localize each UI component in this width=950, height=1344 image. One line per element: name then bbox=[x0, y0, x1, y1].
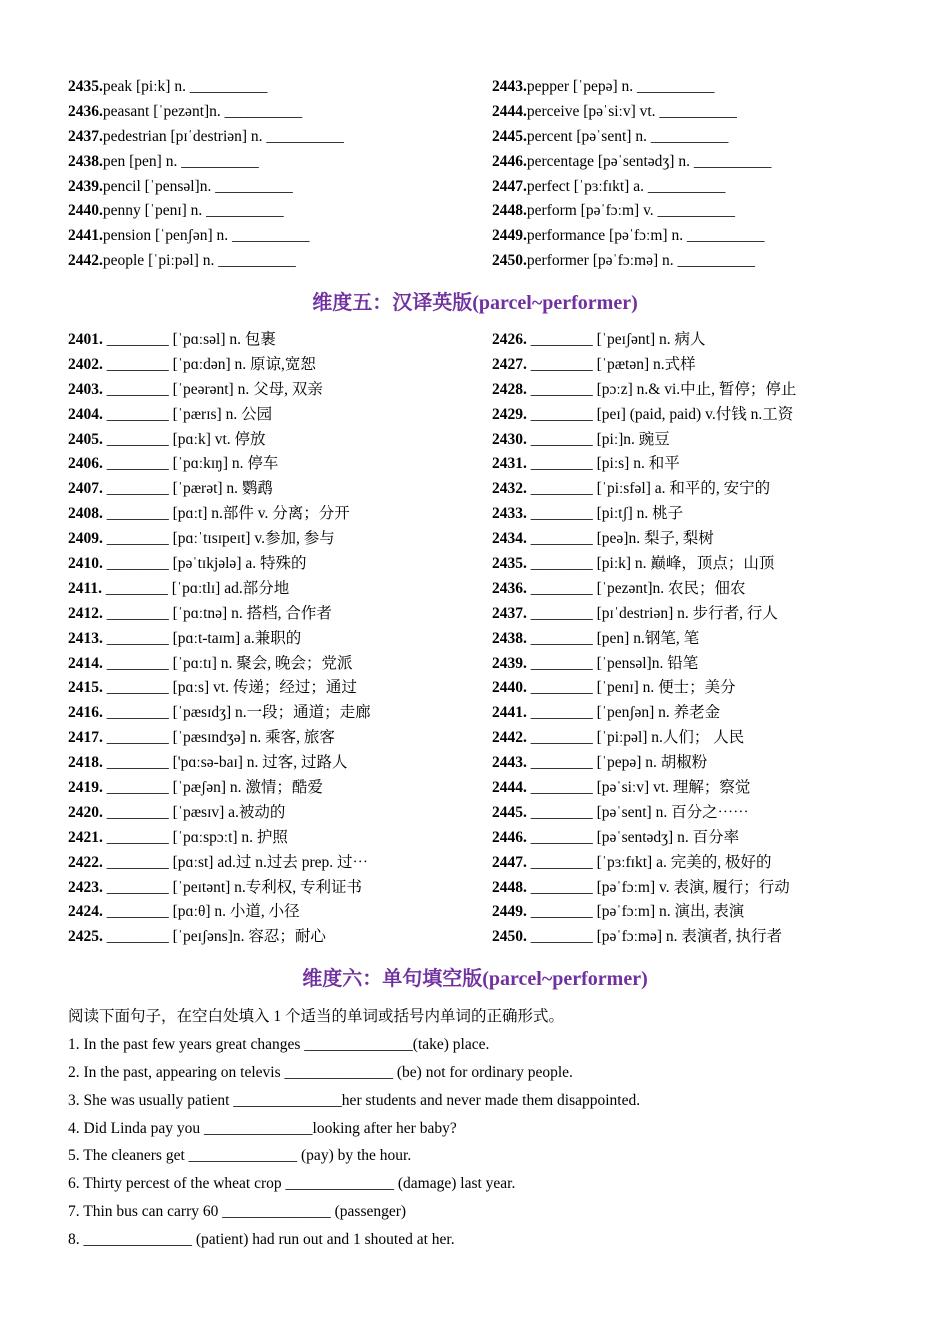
word-entry: 2410. ________ [pəˈtɪkjələ] a. 特殊的 bbox=[68, 555, 307, 573]
word-entry: 2448.perform [pəˈfɔːm] v. __________ bbox=[492, 202, 736, 220]
word-entry: 2407. ________ [ˈpærət] n. 鹦鹉 bbox=[68, 480, 273, 498]
exercise-sentence: 6. Thirty percest of the wheat crop ______________ (damage) last year. bbox=[68, 1175, 516, 1193]
word-entry: 2440. ________ [ˈpenɪ] n. 便士；美分 bbox=[492, 679, 736, 697]
word-entry: 2415. ________ [pɑːs] vt. 传递；经过；通过 bbox=[68, 679, 357, 697]
instruction-text: 阅读下面句子，在空白处填入 1 个适当的单词或括号内单词的正确形式。 bbox=[68, 1008, 565, 1025]
word-entry: 2419. ________ [ˈpæʃən] n. 激情；酷爱 bbox=[68, 779, 323, 797]
word-entry: 2406. ________ [ˈpɑːkɪŋ] n. 停车 bbox=[68, 455, 279, 473]
word-list-cn-en bbox=[68, 328, 898, 950]
word-entry: 2421. ________ [ˈpɑːspɔːt] n. 护照 bbox=[68, 828, 288, 846]
word-column-left bbox=[68, 328, 492, 950]
word-entry: 2414. ________ [ˈpɑːtɪ] n. 聚会, 晚会；党派 bbox=[68, 654, 353, 672]
word-entry: 2444. ________ [pəˈsiːv] vt. 理解；察觉 bbox=[492, 779, 751, 797]
word-entry: 2431. ________ [piːs] n. 和平 bbox=[492, 455, 680, 473]
word-entry: 2449.performance [pəˈfɔːm] n. __________ bbox=[492, 227, 765, 245]
word-entry: 2412. ________ [ˈpɑːtnə] n. 搭档, 合作者 bbox=[68, 604, 332, 622]
word-entry: 2429. ________ [peɪ] (paid, paid) v.付钱 n.工资 bbox=[492, 405, 794, 423]
word-entry: 2439. ________ [ˈpensəl]n. 铅笔 bbox=[492, 654, 699, 672]
word-entry: 2422. ________ [pɑːst] ad.过 n.过去 prep. 过⋯ bbox=[68, 853, 368, 871]
word-entry: 2428. ________ [pɔːz] n.& vi.中止, 暂停；停止 bbox=[492, 380, 797, 398]
word-entry: 2444.perceive [pəˈsiːv] vt. __________ bbox=[492, 102, 737, 120]
word-entry: 2448. ________ [pəˈfɔːm] v. 表演, 履行；行动 bbox=[492, 878, 790, 896]
word-entry: 2446.percentage [pəˈsentədʒ] n. __________ bbox=[492, 152, 772, 170]
word-entry: 2441.pension [ˈpenʃən] n. __________ bbox=[68, 227, 310, 245]
word-entry: 2413. ________ [pɑːt-taɪm] a.兼职的 bbox=[68, 629, 302, 647]
word-entry: 2427. ________ [ˈpætən] n.式样 bbox=[492, 355, 696, 373]
word-entry: 2430. ________ [piː]n. 豌豆 bbox=[492, 430, 670, 448]
word-entry: 2437. ________ [pɪˈdestriən] n. 步行者, 行人 bbox=[492, 604, 778, 622]
exercise-sentence: 5. The cleaners get ______________ (pay) by the hour. bbox=[68, 1147, 412, 1165]
word-entry: 2416. ________ [ˈpæsɪdʒ] n.一段；通道；走廊 bbox=[68, 704, 371, 722]
word-entry: 2442. ________ [ˈpiːpəl] n.人们； 人民 bbox=[492, 729, 745, 747]
word-entry: 2425. ________ [ˈpeɪʃəns]n. 容忍；耐心 bbox=[68, 928, 326, 946]
word-entry: 2424. ________ [pɑːθ] n. 小道, 小径 bbox=[68, 903, 300, 921]
word-entry: 2402. ________ [ˈpɑːdən] n. 原谅,宽恕 bbox=[68, 355, 316, 373]
word-entry: 2447. ________ [ˈpɜːfɪkt] a. 完美的, 极好的 bbox=[492, 853, 772, 871]
word-entry: 2401. ________ [ˈpɑːsəl] n. 包裹 bbox=[68, 331, 276, 348]
word-entry: 2437.pedestrian [pɪˈdestriən] n. __________ bbox=[68, 127, 344, 145]
word-entry: 2445. ________ [pəˈsent] n. 百分之⋯⋯ bbox=[492, 803, 749, 821]
word-entry: 2450.performer [pəˈfɔːmə] n. __________ bbox=[492, 252, 755, 270]
word-entry: 2436. ________ [ˈpezənt]n. 农民；佃农 bbox=[492, 579, 746, 597]
word-entry: 2436.peasant [ˈpezənt]n. __________ bbox=[68, 102, 303, 120]
word-column-right bbox=[492, 75, 898, 274]
word-entry: 2447.perfect [ˈpɜːfɪkt] a. __________ bbox=[492, 177, 726, 195]
word-entry: 2443. ________ [ˈpepə] n. 胡椒粉 bbox=[492, 754, 708, 772]
section-title-dim6: 维度六：单句填空版(parcel~performer) bbox=[302, 968, 648, 990]
word-entry: 2432. ________ [ˈpiːsfəl] a. 和平的, 安宁的 bbox=[492, 480, 771, 498]
exercise-sentence: 3. She was usually patient ______________her students and never made them disappointed. bbox=[68, 1091, 641, 1109]
exercise-sentence: 7. Thin bus can carry 60 ______________ (passenger) bbox=[68, 1203, 407, 1221]
exercise-sentence: 1. In the past few years great changes ______________(take) place. bbox=[68, 1035, 490, 1053]
exercise-sentence: 2. In the past, appearing on televis ______________ (be) not for ordinary people. bbox=[68, 1063, 573, 1081]
word-entry: 2420. ________ [ˈpæsɪv] a.被动的 bbox=[68, 803, 286, 821]
word-entry: 2434. ________ [peə]n. 梨子, 梨树 bbox=[492, 530, 714, 548]
word-column-left bbox=[68, 75, 492, 274]
word-entry: 2450. ________ [pəˈfɔːmə] n. 表演者, 执行者 bbox=[492, 928, 783, 946]
word-column-right bbox=[492, 328, 898, 950]
word-entry: 2426. ________ [ˈpeɪʃənt] n. 病人 bbox=[492, 331, 706, 348]
word-entry: 2439.pencil [ˈpensəl]n. __________ bbox=[68, 177, 293, 195]
word-entry: 2408. ________ [pɑːt] n.部件 v. 分离；分开 bbox=[68, 505, 350, 523]
word-entry: 2440.penny [ˈpenɪ] n. __________ bbox=[68, 202, 284, 220]
word-entry: 2435. ________ [piːk] n. 巅峰，顶点；山顶 bbox=[492, 555, 775, 573]
fill-in-exercise bbox=[68, 1003, 908, 1254]
word-entry: 2433. ________ [piːtʃ] n. 桃子 bbox=[492, 505, 684, 523]
word-entry: 2411. ________ [ˈpɑːtlɪ] ad.部分地 bbox=[68, 579, 290, 597]
word-entry: 2409. ________ [pɑːˈtɪsɪpeɪt] v.参加, 参与 bbox=[68, 530, 335, 548]
word-entry: 2449. ________ [pəˈfɔːm] n. 演出, 表演 bbox=[492, 903, 745, 921]
word-entry: 2445.percent [pəˈsent] n. __________ bbox=[492, 127, 729, 145]
word-entry: 2446. ________ [pəˈsentədʒ] n. 百分率 bbox=[492, 828, 740, 846]
word-entry: 2417. ________ [ˈpæsɪndʒə] n. 乘客, 旅客 bbox=[68, 729, 335, 747]
exercise-sentence: 8. ______________ (patient) had run out and 1 shouted at her. bbox=[68, 1231, 455, 1249]
exercise-sentence: 4. Did Linda pay you ______________looking after her baby? bbox=[68, 1119, 457, 1137]
word-entry: 2438. ________ [pen] n.钢笔, 笔 bbox=[492, 629, 700, 647]
word-entry: 2405. ________ [pɑːk] vt. 停放 bbox=[68, 430, 266, 448]
section-title-dim5: 维度五：汉译英版(parcel~performer) bbox=[312, 292, 638, 314]
word-entry: 2435.peak [piːk] n. __________ bbox=[68, 78, 268, 95]
word-list-en-cn bbox=[68, 75, 898, 274]
word-entry: 2423. ________ [ˈpeɪtənt] n.专利权, 专利证书 bbox=[68, 878, 363, 896]
word-entry: 2418. ________ ['pɑːsə-baɪ] n. 过客, 过路人 bbox=[68, 754, 348, 772]
word-entry: 2441. ________ [ˈpenʃən] n. 养老金 bbox=[492, 704, 721, 722]
word-entry: 2442.people [ˈpiːpəl] n. __________ bbox=[68, 252, 296, 270]
word-entry: 2443.pepper [ˈpepə] n. __________ bbox=[492, 78, 715, 95]
word-entry: 2403. ________ [ˈpeərənt] n. 父母, 双亲 bbox=[68, 380, 323, 398]
word-entry: 2438.pen [pen] n. __________ bbox=[68, 152, 259, 170]
word-entry: 2404. ________ [ˈpærɪs] n. 公园 bbox=[68, 405, 273, 423]
